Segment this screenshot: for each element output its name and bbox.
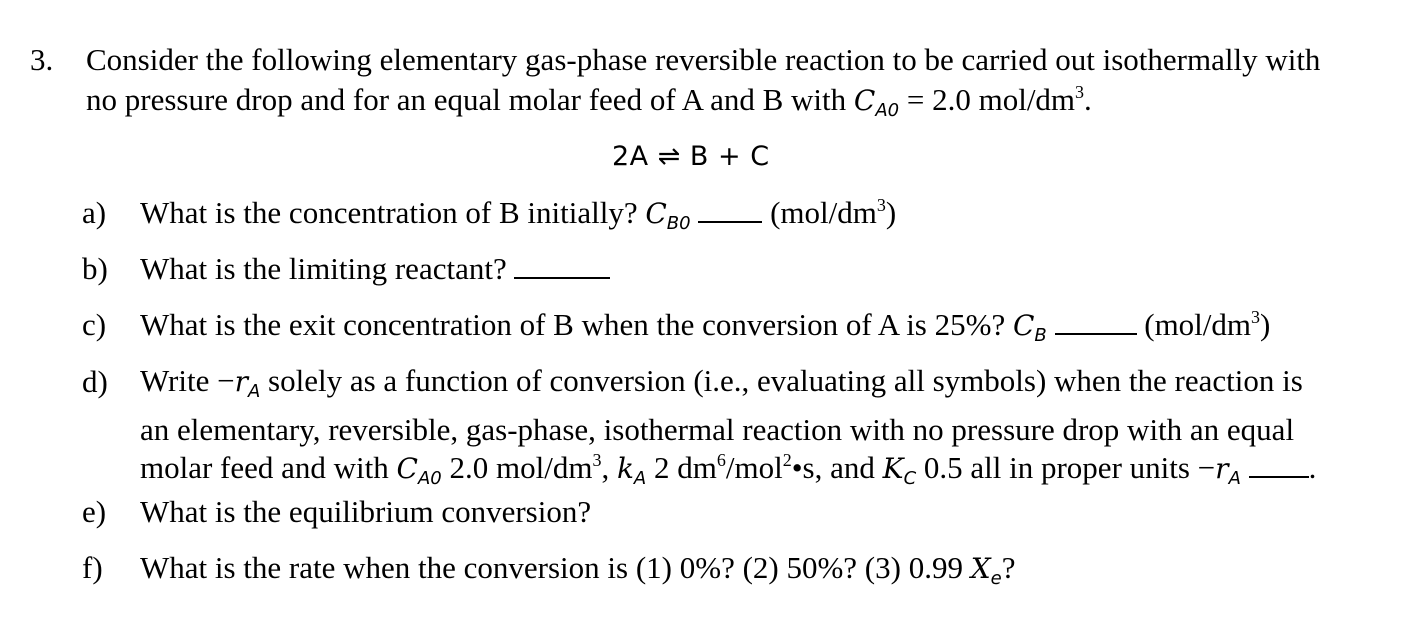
answer-blank[interactable] bbox=[1055, 307, 1137, 335]
intro-value: = 2.0 mol/dm bbox=[899, 82, 1076, 117]
question-intro bbox=[86, 40, 1386, 131]
part-d-label: d) bbox=[82, 364, 108, 399]
intro-line-1: Consider the following elementary gas-phase reversible reaction to be carried out isothermally with bbox=[86, 42, 1321, 77]
part-d-line-3: molar feed and with $C_{A0}$ 2.0 mol/$dm^3$, $k_A$ 2 $dm^6/mol^2•s$, and $K_C$ 0.5 all in proper units $-r_A$ . bbox=[140, 450, 1317, 489]
intro-text: no pressure drop and for an equal molar feed of A and B with bbox=[86, 82, 854, 117]
question-number: 3. bbox=[30, 42, 54, 77]
intro-line-2 bbox=[86, 80, 1386, 131]
answer-blank[interactable] bbox=[698, 195, 762, 223]
part-e-text: What is the equilibrium conversion? bbox=[140, 494, 592, 529]
part-d-text bbox=[140, 362, 1380, 498]
part-e-label: e) bbox=[82, 494, 107, 529]
subscript: A0 bbox=[875, 100, 900, 121]
answer-blank[interactable] bbox=[514, 251, 610, 279]
part-b-label: b) bbox=[82, 251, 108, 286]
part-d-line-1: Write $-r_A$ solely as a function of conversion (i.e., evaluating all symbols) when the reaction is bbox=[140, 363, 1303, 402]
part-b-text: What is the limiting reactant? bbox=[140, 249, 610, 289]
answer-blank[interactable] bbox=[1249, 450, 1309, 478]
part-f-label: f) bbox=[82, 550, 103, 585]
part-d-line-2: an elementary, reversible, gas-phase, isothermal reaction with no pressure drop with an equal bbox=[140, 412, 1295, 447]
part-f-text: What is the rate when the conversion is (1) 0%? (2) 50%? (3) 0.99 $X_e$? bbox=[140, 550, 1016, 589]
part-a-text: What is the concentration of B initially? $C_{B0}$ $(mol/dm^3)$ bbox=[140, 195, 897, 234]
reaction-equation: 2A ⇌ B + C bbox=[612, 141, 770, 172]
part-c-text: What is the exit concentration of B when the conversion of A is 25%? $C_B$ $(mol/dm^3)$ bbox=[140, 307, 1271, 346]
superscript: 3 bbox=[1075, 82, 1085, 102]
variable-c: C bbox=[853, 84, 876, 117]
part-c-label: c) bbox=[82, 307, 107, 342]
period: . bbox=[1084, 82, 1092, 117]
part-a-label: a) bbox=[82, 195, 107, 230]
